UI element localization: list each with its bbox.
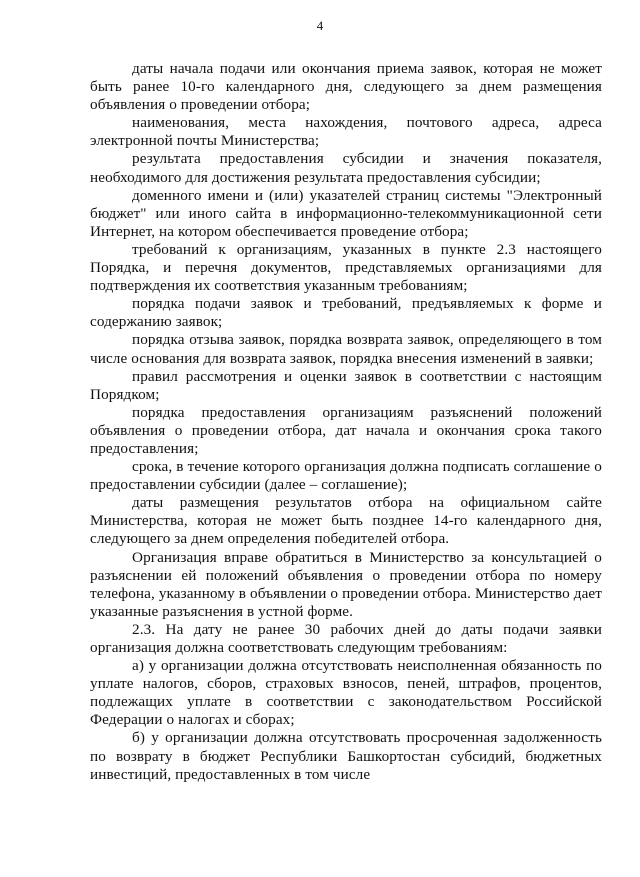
paragraph: наименования, места нахождения, почтового адреса, адреса электронной почты Министерства;	[90, 114, 602, 150]
paragraph: требований к организациям, указанных в пункте 2.3 настоящего Порядка, и перечня документов, представляемых организациями для подтверждения их соответствия указанным требованиям;	[90, 240, 602, 295]
paragraph: порядка отзыва заявок, порядка возврата заявок, определяющего в том числе основания для возврата заявок, порядка внесения изменений в заявки;	[90, 331, 602, 367]
paragraph: даты размещения результатов отбора на официальном сайте Министерства, которая не может быть позднее 14-го календарного дня, следующего за днем определения победителей отбора.	[90, 494, 602, 548]
paragraph: срока, в течение которого организация должна подписать соглашение о предоставлении субсидии (далее – соглашение);	[90, 458, 602, 494]
document-body	[90, 60, 602, 784]
list-item-paragraph: а) у организации должна отсутствовать неисполненная обязанность по уплате налогов, сборов, страховых взносов, пеней, штрафов, процентов, подлежащих уплате в соответствии с законодательством Российской Федерации о налогах и сборах;	[90, 657, 602, 729]
section-paragraph: 2.3. На дату не ранее 30 рабочих дней до даты подачи заявки организация должна соответствовать следующим требованиям:	[90, 620, 602, 656]
paragraph: результата предоставления субсидии и значения показателя, необходимого для достижения результата предоставления субсидии;	[90, 150, 602, 186]
paragraph: доменного имени и (или) указателей страниц системы "Электронный бюджет" или иного сайта в информационно-телекоммуникационной сети Интернет, на котором обеспечивается проведение отбора;	[90, 186, 602, 240]
list-item-paragraph: б) у организации должна отсутствовать просроченная задолженность по возврату в бюджет Республики Башкортостан субсидий, бюджетных инвестиций, предоставленных в том числе	[90, 729, 602, 783]
paragraph: Организация вправе обратиться в Министерство за консультацией о разъяснении ей положений объявления о проведении отбора по номеру телефона, указанному в объявлении о проведении отбора. Министерство дает указанные разъяснения в устной форме.	[90, 548, 602, 620]
page-number: 4	[316, 18, 324, 33]
paragraph: правил рассмотрения и оценки заявок в соответствии с настоящим Порядком;	[90, 367, 602, 403]
paragraph: даты начала подачи или окончания приема заявок, которая не может быть ранее 10-го календарного дня, следующего за днем размещения объявления о проведении отбора;	[90, 60, 602, 114]
paragraph: порядка подачи заявок и требований, предъявляемых к форме и содержанию заявок;	[90, 295, 602, 331]
paragraph: порядка предоставления организациям разъяснений положений объявления о проведении отбора, дат начала и окончания срока такого предоставления;	[90, 403, 602, 457]
